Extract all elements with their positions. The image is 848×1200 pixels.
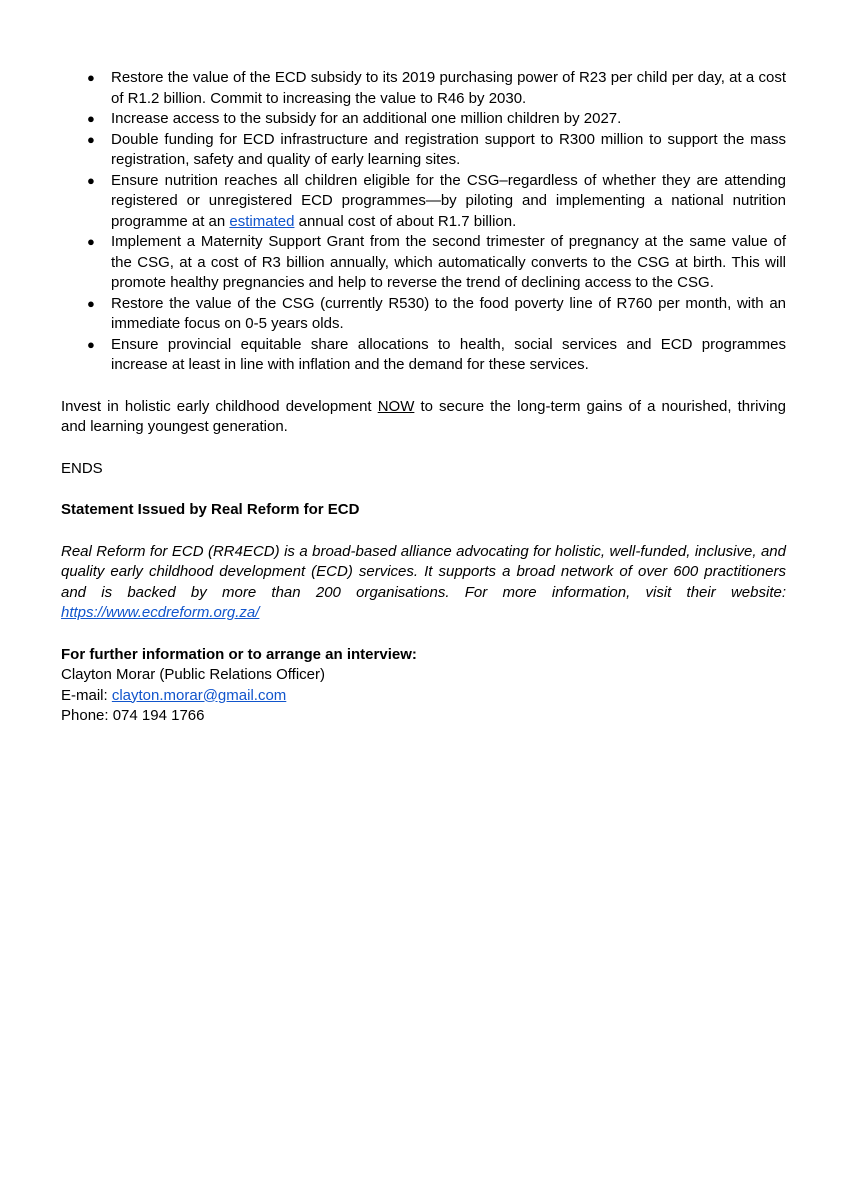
website-link[interactable]: https://www.ecdreform.org.za/ — [61, 604, 260, 621]
bullet-icon: ● — [87, 234, 95, 249]
bullet-icon: ● — [87, 295, 95, 311]
contact-email-line — [61, 686, 786, 707]
document-page — [61, 68, 786, 727]
list-item-text: Increase access to the subsidy for an additional one million children by 2027. — [111, 110, 622, 127]
estimated-link[interactable]: estimated — [229, 212, 295, 230]
list-item — [61, 335, 786, 376]
statement-heading: Statement Issued by Real Reform for ECD — [61, 501, 360, 518]
bullet-icon: ● — [87, 131, 95, 147]
list-item — [61, 109, 786, 130]
list-item — [61, 171, 786, 233]
invest-text: Invest in holistic early childhood development — [61, 397, 378, 415]
list-item-text: Ensure nutrition reaches all children eligible for the CSG–regardless of whether they are attending registered or unregistered ECD programmes—by piloting and implementing a national nutrition programme at an — [111, 171, 786, 230]
invest-paragraph — [61, 397, 786, 438]
list-item-text: Implement a Maternity Support Grant from the second trimester of pregnancy at the same value of the CSG, at a cost of R3 billion annually, which automatically converts to the CSG at birth. This will promote healthy pregnancies and help to reverse the trend of declining access to the CSG. — [111, 233, 786, 291]
bullet-icon: ● — [87, 111, 95, 126]
bullet-icon: ● — [87, 336, 95, 352]
list-item — [61, 294, 786, 335]
list-item-text: Restore the value of the ECD subsidy to its 2019 purchasing power of R23 per child per day, at a cost of R1.2 billion. Commit to increasing the value to R46 by 2030. — [111, 69, 786, 107]
contact-heading: For further information or to arrange an interview: — [61, 645, 417, 663]
list-item-text: Restore the value of the CSG (currently R530) to the food poverty line of R760 per month, with an immediate focus on 0-5 years olds. — [111, 294, 786, 332]
about-paragraph — [61, 542, 786, 624]
ends-marker: ENDS — [61, 459, 103, 477]
about-text: Real Reform for ECD (RR4ECD) is a broad-based alliance advocating for holistic, well-funded, inclusive, and quality early childhood development (ECD) services. It supports a broad network of over 600 practitioners and is backed by more than 200 organisations. For more information, visit their website: — [61, 542, 786, 601]
list-item — [61, 232, 786, 294]
contact-phone: Phone: 074 194 1766 — [61, 707, 205, 724]
bullet-icon: ● — [87, 172, 95, 188]
invest-text: to secure the long-term gains of a nourished, thriving and learning youngest generation. — [61, 397, 786, 435]
list-item-text: Double funding for ECD infrastructure and registration support to R300 million to support the mass registration, safety and quality of early learning sites. — [111, 130, 786, 168]
list-item-text: Ensure provincial equitable share allocations to health, social services and ECD programmes increase at least in line with inflation and the demand for these services. — [111, 335, 786, 373]
policy-demands-list — [61, 68, 786, 376]
list-item-text: annual cost of about R1.7 billion. — [294, 212, 517, 230]
now-emphasis: NOW — [377, 397, 415, 415]
list-item — [61, 68, 786, 109]
list-item — [61, 130, 786, 171]
email-label: E-mail: — [61, 686, 112, 704]
email-link[interactable]: clayton.morar@gmail.com — [111, 686, 287, 704]
contact-name: Clayton Morar (Public Relations Officer) — [61, 666, 325, 683]
bullet-icon: ● — [87, 70, 95, 85]
